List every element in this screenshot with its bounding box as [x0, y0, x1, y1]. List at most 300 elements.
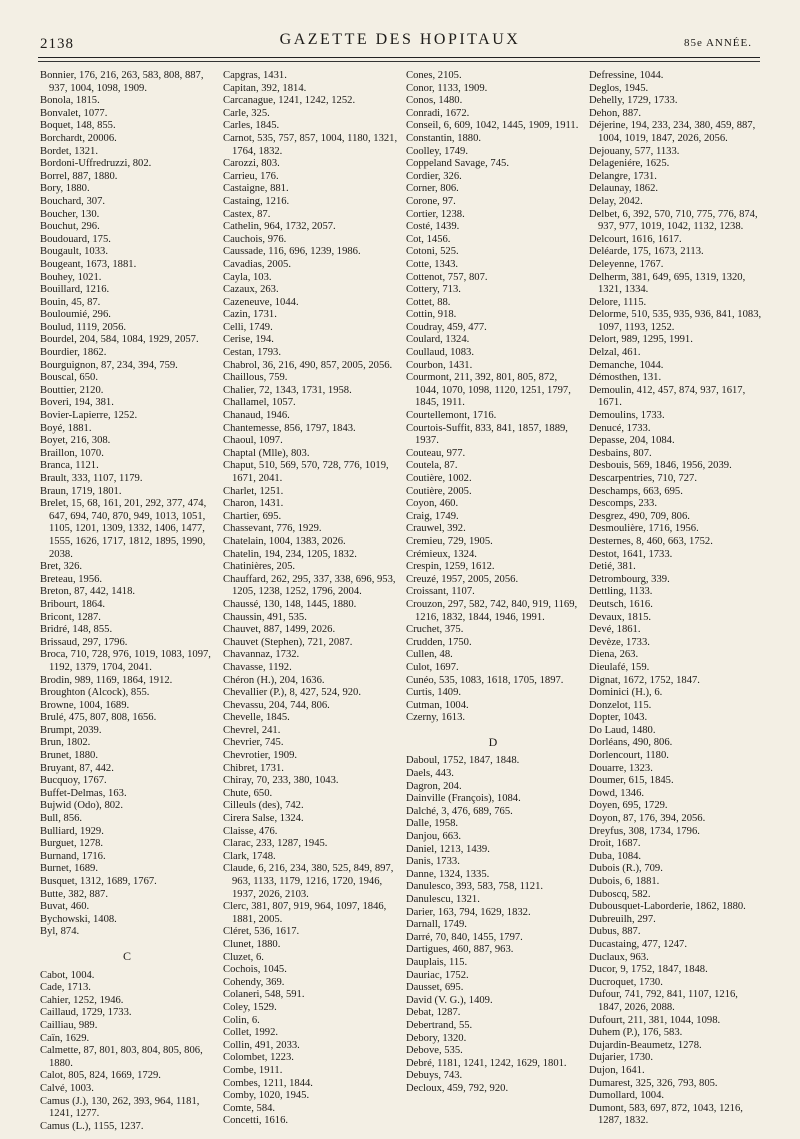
index-entry: Cabot, 1004. — [40, 969, 95, 981]
index-entry: Crémieux, 1324. — [406, 548, 477, 560]
index-entry: Corner, 806. — [406, 183, 459, 195]
index-entry: Burguet, 1278. — [40, 838, 104, 850]
index-entry: Constantin, 1880. — [406, 132, 482, 144]
index-entry: Broughton (Alcock), 855. — [40, 687, 150, 699]
index-entry: Cerise, 194. — [223, 334, 274, 346]
index-entry: Donzelot, 115. — [589, 699, 652, 711]
index-entry: Chevrier, 745. — [223, 737, 284, 749]
index-entry: Cathelin, 964, 1732, 2057. — [223, 221, 336, 233]
index-entry: Bonnier, 176, 216, 263, 583, 808, 887, 937, 1004, 1098, 1909. — [40, 70, 204, 94]
index-entry: Cavadias, 2005. — [223, 258, 291, 270]
index-entry: Brumpt, 2039. — [40, 724, 102, 736]
index-entry: Chaussé, 130, 148, 1445, 1880. — [223, 598, 357, 610]
index-entry: Deglos, 1945. — [589, 82, 649, 94]
index-entry: Delbet, 6, 392, 570, 710, 775, 776, 874, 937, 977, 1019, 1042, 1132, 1238. — [589, 208, 758, 233]
index-entry: Bribourt, 1864. — [40, 598, 106, 610]
index-entry: David (V. G.), 1409. — [406, 994, 493, 1006]
index-entry: Denucé, 1733. — [589, 422, 651, 434]
index-entry: Dubois (R.), 709. — [589, 863, 663, 875]
index-entry: Breton, 87, 442, 1418. — [40, 586, 136, 598]
index-entry: Charlet, 1251. — [223, 485, 284, 497]
index-entry: Carnot, 535, 757, 857, 1004, 1180, 1321, 1764, 1832. — [223, 132, 398, 157]
index-entry: Devé, 1861. — [589, 624, 641, 636]
index-entry: Delangre, 1731. — [589, 170, 657, 182]
index-entry: Bouchard, 307. — [40, 195, 106, 207]
index-entry: Cordier, 326. — [406, 170, 462, 182]
index-entry: Byl, 874. — [40, 926, 80, 938]
index-entry: Dowd, 1346. — [589, 787, 645, 799]
index-entry: Castaing, 1216. — [223, 195, 290, 207]
page-header — [0, 0, 800, 60]
index-entry: Cahier, 1252, 1946. — [40, 994, 124, 1006]
index-entry: Coolley, 1749. — [406, 145, 468, 157]
index-entry: Cailliau, 989. — [40, 1019, 98, 1031]
index-entry: Déjerine, 194, 233, 234, 380, 459, 887, 1004, 1019, 1847, 2026, 2056. — [589, 120, 756, 144]
index-entry: Desbains, 807. — [589, 447, 652, 459]
index-entry: Chauvet, 887, 1499, 2026. — [223, 624, 336, 636]
index-entry: Culot, 1697. — [406, 661, 459, 673]
index-entry: Coullaud, 1083. — [406, 347, 474, 359]
index-entry: Depasse, 204, 1084. — [589, 435, 675, 447]
index-entry: Cochois, 1045. — [223, 964, 287, 976]
index-entry: Cruchet, 375. — [406, 624, 464, 636]
index-entry: Dubus, 887. — [589, 926, 641, 938]
index-entry: Claisse, 476. — [223, 825, 278, 837]
index-entry: Bourdel, 204, 584, 1084, 1929, 2057. — [40, 334, 199, 346]
index-entry: Craig, 1749. — [406, 510, 459, 522]
index-entry: Cullen, 48. — [406, 649, 453, 661]
index-entry: Brault, 333, 1107, 1179. — [40, 473, 143, 484]
index-entry: Deutsch, 1616. — [589, 598, 653, 610]
index-entry: Danne, 1324, 1335. — [406, 868, 490, 880]
index-entry: Danis, 1733. — [406, 856, 460, 868]
index-entry: Dopter, 1043. — [589, 712, 648, 724]
index-entry: Cottin, 918. — [406, 309, 457, 321]
index-entry: Demanche, 1044. — [589, 359, 664, 371]
index-entry: Decloux, 459, 792, 920. — [406, 1082, 509, 1094]
index-entry: Carle, 325. — [223, 107, 270, 119]
index-entry: Carrieu, 176. — [223, 170, 279, 182]
index-entry: Bouin, 45, 87. — [40, 296, 101, 308]
index-entry: Descomps, 233. — [589, 498, 657, 510]
index-entry: Démosthen, 131. — [589, 372, 662, 384]
index-entry: Bougault, 1033. — [40, 246, 108, 258]
index-entry: Darnall, 1749. — [406, 919, 467, 931]
index-entry: Debré, 1181, 1241, 1242, 1629, 1801. — [406, 1057, 567, 1069]
index-entry: Calmette, 87, 801, 803, 804, 805, 806, 1880. — [40, 1045, 203, 1069]
index-entry: Desternes, 8, 460, 663, 1752. — [589, 535, 713, 547]
index-entry: Darier, 163, 794, 1629, 1832. — [406, 906, 531, 918]
index-entry: Brissaud, 297, 1796. — [40, 636, 128, 648]
index-entry: Chevassu, 204, 744, 806. — [223, 699, 330, 711]
index-entry: Comte, 584. — [223, 1102, 276, 1114]
index-entry: Courtois-Suffit, 833, 841, 1857, 1889, 1937. — [406, 422, 568, 447]
index-entry: Devèze, 1733. — [589, 636, 650, 648]
index-entry: Cléret, 536, 1617. — [223, 926, 300, 938]
index-entry: Bulliard, 1929. — [40, 825, 104, 837]
index-entry: Bouchut, 296. — [40, 221, 100, 233]
index-entry: Celli, 1749. — [223, 321, 273, 333]
index-entry: Bonola, 1815. — [40, 95, 100, 107]
index-entry: Chalier, 72, 1343, 1731, 1958. — [223, 384, 352, 396]
index-entry: Cones, 2105. — [406, 70, 462, 81]
index-entry: Doyon, 87, 176, 394, 2056. — [589, 813, 706, 825]
index-entry: Courmont, 211, 392, 801, 805, 872, 1044, 1070, 1098, 1120, 1251, 1797, 1845, 1911. — [406, 372, 571, 409]
index-column-1 — [40, 70, 215, 1135]
index-entry: Butte, 382, 887. — [40, 888, 108, 900]
index-entry: Dubousquet-Laborderie, 1862, 1880. — [589, 901, 746, 913]
index-entry: Duba, 1084. — [589, 850, 642, 862]
index-entry: Concetti, 1616. — [223, 1115, 289, 1127]
index-entry: Demoulin, 412, 457, 874, 937, 1617, 1671. — [589, 384, 746, 409]
index-entry: Cirera Salse, 1324. — [223, 813, 304, 825]
index-entry: Chavannaz, 1732. — [223, 649, 300, 661]
index-entry: Croissant, 1107. — [406, 586, 475, 598]
index-entry: Chaoul, 1097. — [223, 435, 283, 447]
index-entry: Coyon, 460. — [406, 498, 459, 510]
index-entry: Chatinières, 205. — [223, 561, 296, 573]
index-entry: Desmoulière, 1716, 1956. — [589, 523, 699, 535]
index-entry: Delageniére, 1625. — [589, 158, 670, 170]
index-entry: Chatelain, 1004, 1383, 2026. — [223, 535, 346, 547]
index-entry: Doyen, 695, 1729. — [589, 800, 668, 812]
index-entry: Bridré, 148, 855. — [40, 624, 113, 636]
index-entry: Darré, 70, 840, 1455, 1797. — [406, 931, 523, 943]
index-entry: Dalle, 1958. — [406, 818, 459, 830]
index-entry: Buvat, 460. — [40, 901, 90, 913]
index-entry: Chartier, 695. — [223, 510, 282, 522]
index-entry: Brun, 1802. — [40, 737, 91, 749]
index-entry: Cayla, 103. — [223, 271, 272, 283]
index-entry: Dreyfus, 308, 1734, 1796. — [589, 825, 700, 837]
index-entry: Delzal, 461. — [589, 347, 641, 359]
index-entry: Cade, 1713. — [40, 982, 91, 994]
index-entry: Cutman, 1004. — [406, 699, 469, 711]
index-entry: Branca, 1121. — [40, 460, 99, 472]
index-column-4 — [589, 70, 764, 1135]
index-entry: Cotte, 1343. — [406, 258, 459, 270]
index-entry: Diena, 263. — [589, 649, 639, 661]
index-entry: Cilleuls (des), 742. — [223, 800, 304, 812]
index-entry: Chatelin, 194, 234, 1205, 1832. — [223, 548, 357, 560]
index-entry: Delcourt, 1616, 1617. — [589, 233, 682, 245]
index-entry: Claude, 6, 216, 234, 380, 525, 849, 897, 963, 1133, 1179, 1216, 1720, 1946, 1937, 2026, 2103. — [223, 863, 394, 900]
index-entry: Coudray, 459, 477. — [406, 321, 487, 333]
index-entry: Chibret, 1731. — [223, 762, 284, 774]
index-entry: Busquet, 1312, 1689, 1767. — [40, 876, 157, 887]
index-entry: Colombet, 1223. — [223, 1052, 294, 1064]
index-entry: Dartigues, 460, 887, 963. — [406, 944, 514, 956]
index-entry: Camus (J.), 130, 262, 393, 964, 1181, 1241, 1277. — [40, 1095, 200, 1120]
index-entry: Debat, 1287. — [406, 1007, 461, 1019]
index-entry: Crudden, 1750. — [406, 636, 472, 648]
index-entry: Bougeant, 1673, 1881. — [40, 258, 137, 270]
index-entry: Coutière, 1002. — [406, 473, 472, 484]
index-entry: Caïn, 1629. — [40, 1032, 90, 1044]
index-entry: Dagron, 204. — [406, 780, 462, 792]
index-entry: Collin, 491, 2033. — [223, 1039, 300, 1051]
index-entry: Bourguignon, 87, 234, 394, 759. — [40, 359, 178, 371]
index-entry: Duhem (P.), 176, 583. — [589, 1027, 683, 1039]
index-entry: Dujon, 1641. — [589, 1064, 645, 1076]
section-letter: C — [122, 948, 132, 963]
index-column-2 — [223, 70, 398, 1135]
index-entry: Cestan, 1793. — [223, 347, 281, 359]
index-entry: Calot, 805, 824, 1669, 1729. — [40, 1070, 161, 1082]
header-rule-top — [38, 57, 760, 58]
index-entry: Cunéo, 535, 1083, 1618, 1705, 1897. — [406, 674, 564, 686]
index-entry: Duclaux, 963. — [589, 951, 649, 963]
index-entry: Dumollard, 1004. — [589, 1090, 665, 1102]
index-entry: Charon, 1431. — [223, 498, 284, 510]
index-entry: Duboscq, 582. — [589, 888, 651, 900]
index-entry: Corone, 97. — [406, 195, 456, 207]
index-entry: Bouillard, 1216. — [40, 284, 110, 296]
index-entry: Creuzé, 1957, 2005, 2056. — [406, 573, 519, 585]
index-entry: Delore, 1115. — [589, 296, 647, 308]
index-entry: Boveri, 194, 381. — [40, 397, 114, 409]
index-entry: Brulé, 475, 807, 808, 1656. — [40, 712, 157, 724]
index-columns — [40, 70, 764, 1135]
index-entry: Droit, 1687. — [589, 838, 641, 850]
index-entry: Doumer, 615, 1845. — [589, 775, 674, 787]
index-entry: Crespin, 1259, 1612. — [406, 561, 495, 573]
index-entry: Daboul, 1752, 1847, 1848. — [406, 755, 520, 767]
index-entry: Daels, 443. — [406, 768, 454, 780]
index-entry: Conor, 1133, 1909. — [406, 82, 488, 94]
index-entry: Defressine, 1044. — [589, 70, 664, 81]
index-entry: Dauriac, 1752. — [406, 969, 469, 981]
index-entry: Bret, 326. — [40, 561, 83, 573]
index-entry: Dorlencourt, 1180. — [589, 750, 669, 762]
index-entry: Castaigne, 881. — [223, 183, 289, 195]
index-entry: Capitan, 392, 1814. — [223, 82, 307, 94]
page-number: 2138 — [40, 36, 74, 52]
index-entry: Destot, 1641, 1733. — [589, 548, 673, 560]
index-entry: Deléarde, 175, 1673, 2113. — [589, 246, 704, 258]
index-entry: Dorléans, 490, 806. — [589, 737, 673, 749]
index-entry: Desgrez, 490, 709, 806. — [589, 510, 690, 522]
index-entry: Coutière, 2005. — [406, 485, 472, 497]
index-entry: Dauplais, 115. — [406, 956, 468, 968]
index-entry: Bujwid (Odo), 802. — [40, 800, 123, 812]
index-entry: Dettling, 1133. — [589, 586, 653, 598]
index-entry: Boucher, 130. — [40, 208, 100, 220]
index-entry: Deschamps, 663, 695. — [589, 485, 683, 497]
index-entry: Burnand, 1716. — [40, 850, 106, 862]
index-entry: Dominici (H.), 6. — [589, 687, 663, 699]
index-entry: Cottet, 88. — [406, 296, 451, 308]
index-entry: Chantemesse, 856, 1797, 1843. — [223, 422, 356, 434]
index-entry: Combes, 1211, 1844. — [223, 1077, 313, 1089]
index-entry: Couteau, 977. — [406, 447, 466, 459]
index-entry: Daniel, 1213, 1439. — [406, 843, 490, 855]
index-entry: Ducastaing, 477, 1247. — [589, 938, 687, 950]
index-entry: Dujardin-Beaumetz, 1278. — [589, 1039, 702, 1051]
index-entry: Bull, 856. — [40, 813, 83, 825]
index-entry: Chaussin, 491, 535. — [223, 611, 307, 623]
index-entry: Devaux, 1815. — [589, 611, 652, 623]
index-entry: Coutela, 87. — [406, 460, 458, 472]
index-entry: Cohendy, 369. — [223, 976, 285, 988]
index-entry: Curtis, 1409. — [406, 687, 462, 699]
index-entry: Boyé, 1881. — [40, 422, 92, 434]
index-entry: Danulesco, 393, 583, 758, 1121. — [406, 881, 544, 893]
index-entry: Dumarest, 325, 326, 793, 805. — [589, 1077, 718, 1089]
index-entry: Dubois, 6, 1881. — [589, 876, 660, 887]
index-entry: Castex, 87. — [223, 208, 271, 220]
index-entry: Costé, 1439. — [406, 221, 460, 233]
index-entry: Delherm, 381, 649, 695, 1319, 1320, 1321, 1334. — [589, 271, 746, 296]
index-entry: Carles, 1845. — [223, 120, 280, 132]
index-entry: Chavasse, 1192. — [223, 661, 292, 673]
index-entry: Cottenot, 757, 807. — [406, 271, 488, 283]
index-entry: Chauffard, 262, 295, 337, 338, 696, 953, 1205, 1238, 1252, 1796, 2004. — [223, 573, 396, 598]
volume-year: 85e ANNÉE. — [683, 37, 752, 49]
index-entry: Braillon, 1070. — [40, 447, 104, 459]
index-entry: Danulescu, 1321. — [406, 894, 480, 905]
index-entry: Cremieu, 729, 1905. — [406, 535, 493, 547]
index-entry: Dainville (François), 1084. — [406, 793, 521, 805]
journal-title: GAZETTE DES HOPITAUX — [279, 31, 521, 48]
index-entry: Conos, 1480. — [406, 95, 463, 107]
index-entry: Dehon, 887. — [589, 107, 642, 119]
index-entry: Cazaux, 263. — [223, 284, 279, 296]
index-entry: Ducor, 9, 1752, 1847, 1848. — [589, 964, 708, 976]
index-entry: Chaput, 510, 569, 570, 728, 776, 1019, 1671, 2041. — [223, 460, 389, 484]
index-entry: Cauchois, 976. — [223, 233, 287, 245]
index-entry: Comby, 1020, 1945. — [223, 1090, 310, 1102]
index-entry: Brodin, 989, 1169, 1864, 1912. — [40, 674, 173, 686]
index-entry: Bucquoy, 1767. — [40, 775, 107, 787]
index-entry: Courtellemont, 1716. — [406, 410, 497, 422]
index-entry: Crauwel, 392. — [406, 523, 466, 535]
index-entry: Bory, 1880. — [40, 183, 90, 195]
index-entry: Bouscal, 650. — [40, 372, 98, 384]
index-entry: Buffet-Delmas, 163. — [40, 787, 127, 799]
index-entry: Coppeland Savage, 745. — [406, 158, 509, 170]
index-entry: Dufour, 741, 792, 841, 1107, 1216, 1847, 2026, 2088. — [589, 989, 738, 1013]
index-entry: Ducroquet, 1730. — [589, 976, 663, 988]
index-entry: Dausset, 695. — [406, 982, 464, 994]
index-entry: Dehelly, 1729, 1733. — [589, 95, 678, 107]
index-entry: Dejouany, 577, 1133. — [589, 145, 680, 157]
index-entry: Bonvalet, 1077. — [40, 107, 108, 119]
index-entry: Deleyenne, 1767. — [589, 258, 664, 270]
index-entry: Cotoni, 525. — [406, 246, 459, 258]
index-entry: Chevrotier, 1909. — [223, 750, 298, 762]
index-entry: Borchardt, 20006. — [40, 132, 117, 144]
index-entry: Chiray, 70, 233, 380, 1043. — [223, 775, 339, 787]
index-entry: Douarre, 1323. — [589, 762, 653, 774]
index-entry: Chéron (H.), 204, 1636. — [223, 674, 325, 686]
index-entry: Chauvet (Stephen), 721, 2087. — [223, 636, 353, 648]
index-entry: Carcanague, 1241, 1242, 1252. — [223, 95, 356, 107]
index-entry: Colin, 6. — [223, 1014, 260, 1026]
index-entry: Clarac, 233, 1287, 1945. — [223, 838, 328, 850]
index-entry: Chanaud, 1946. — [223, 410, 290, 422]
index-entry: Czerny, 1613. — [406, 712, 466, 724]
index-entry: Dalché, 3, 476, 689, 765. — [406, 805, 513, 817]
index-entry: Bourdier, 1862. — [40, 347, 107, 359]
index-entry: Descarpentries, 710, 727. — [589, 473, 697, 484]
index-entry: Caillaud, 1729, 1733. — [40, 1007, 132, 1019]
index-entry: Dieulafé, 159. — [589, 661, 650, 673]
index-entry: Bovier-Lapierre, 1252. — [40, 410, 138, 422]
index-entry: Crouzon, 297, 582, 742, 840, 919, 1169, 1216, 1832, 1844, 1946, 1991. — [406, 598, 578, 623]
index-entry: Do Laud, 1480. — [589, 724, 656, 736]
index-entry: Breteau, 1956. — [40, 573, 103, 585]
index-entry: Danjou, 663. — [406, 831, 462, 843]
index-entry: Delaunay, 1862. — [589, 183, 659, 195]
index-entry: Delorme, 510, 535, 935, 936, 841, 1083, 1097, 1193, 1252. — [589, 309, 762, 333]
index-entry: Clunet, 1880. — [223, 938, 281, 950]
index-entry: Detié, 381. — [589, 561, 636, 573]
index-entry: Bouloumié, 296. — [40, 309, 111, 321]
index-entry: Dujarier, 1730. — [589, 1052, 654, 1064]
index-entry: Courbon, 1431. — [406, 359, 473, 371]
index-entry: Demoulins, 1733. — [589, 410, 665, 422]
index-entry: Chassevant, 776, 1929. — [223, 523, 322, 535]
index-entry: Dumont, 583, 697, 872, 1043, 1216, 1287, 1832. — [589, 1102, 743, 1127]
index-entry: Dubreuilh, 297. — [589, 913, 656, 925]
index-entry: Chaillous, 759. — [223, 372, 288, 384]
index-entry: Brunet, 1880. — [40, 750, 98, 762]
index-entry: Clark, 1748. — [223, 850, 276, 862]
index-entry: Debory, 1320. — [406, 1032, 467, 1044]
index-entry: Boquet, 148, 855. — [40, 120, 116, 132]
index-entry: Caussade, 116, 696, 1239, 1986. — [223, 246, 361, 258]
index-entry: Coley, 1529. — [223, 1001, 277, 1013]
header-rule-bottom — [38, 61, 760, 62]
index-entry: Debove, 535. — [406, 1045, 463, 1057]
index-entry: Burnet, 1689. — [40, 863, 98, 875]
index-column-3 — [406, 70, 581, 1135]
index-entry: Delort, 989, 1295, 1991. — [589, 334, 693, 346]
index-entry: Bricont, 1287. — [40, 611, 101, 623]
section-letter: D — [488, 734, 499, 749]
index-entry: Clerc, 381, 807, 919, 964, 1097, 1846, 1881, 2005. — [223, 901, 387, 925]
index-entry: Borrel, 887, 1880. — [40, 170, 118, 182]
index-entry: Colaneri, 548, 591. — [223, 989, 305, 1001]
index-entry: Dignat, 1672, 1752, 1847. — [589, 674, 700, 686]
index-entry: Cazeneuve, 1044. — [223, 296, 299, 308]
index-entry: Chute, 650. — [223, 787, 273, 799]
index-entry: Combe, 1911. — [223, 1064, 283, 1076]
index-entry: Bruyant, 87, 442. — [40, 762, 114, 774]
index-entry: Boulud, 1119, 2056. — [40, 321, 127, 333]
index-entry: Cluzet, 6. — [223, 951, 264, 963]
index-entry: Bouhey, 1021. — [40, 271, 102, 283]
index-entry: Chevelle, 1845. — [223, 712, 290, 724]
index-entry: Debuys, 743. — [406, 1070, 463, 1082]
index-entry: Bordoni-Uffredruzzi, 802. — [40, 158, 152, 170]
index-entry: Chabrol, 36, 216, 490, 857, 2005, 2056. — [223, 359, 393, 371]
index-entry: Bychowski, 1408. — [40, 913, 117, 925]
index-entry: Debertrand, 55. — [406, 1019, 473, 1031]
index-entry: Cot, 1456. — [406, 233, 451, 245]
index-entry: Brelet, 15, 68, 161, 201, 292, 377, 474, 647, 694, 740, 870, 949, 1013, 1051, 1105, 1201, 1309, 1332, 1406, 1477, 1555, 1626, 1717, 1812, 1895, 1990, 2038. — [40, 498, 207, 560]
index-entry: Desbouis, 569, 1846, 1956, 2039. — [589, 460, 732, 472]
index-entry: Boudouard, 175. — [40, 233, 111, 245]
index-entry: Bouttier, 2120. — [40, 384, 104, 396]
index-entry: Dufourt, 211, 381, 1044, 1098. — [589, 1014, 721, 1026]
index-entry: Coulard, 1324. — [406, 334, 470, 346]
index-entry: Capgras, 1431. — [223, 70, 287, 81]
index-entry: Cazin, 1731. — [223, 309, 277, 321]
index-entry: Carozzi, 803. — [223, 158, 280, 170]
index-entry: Broca, 710, 728, 976, 1019, 1083, 1097, 1192, 1379, 1704, 2041. — [40, 649, 211, 673]
